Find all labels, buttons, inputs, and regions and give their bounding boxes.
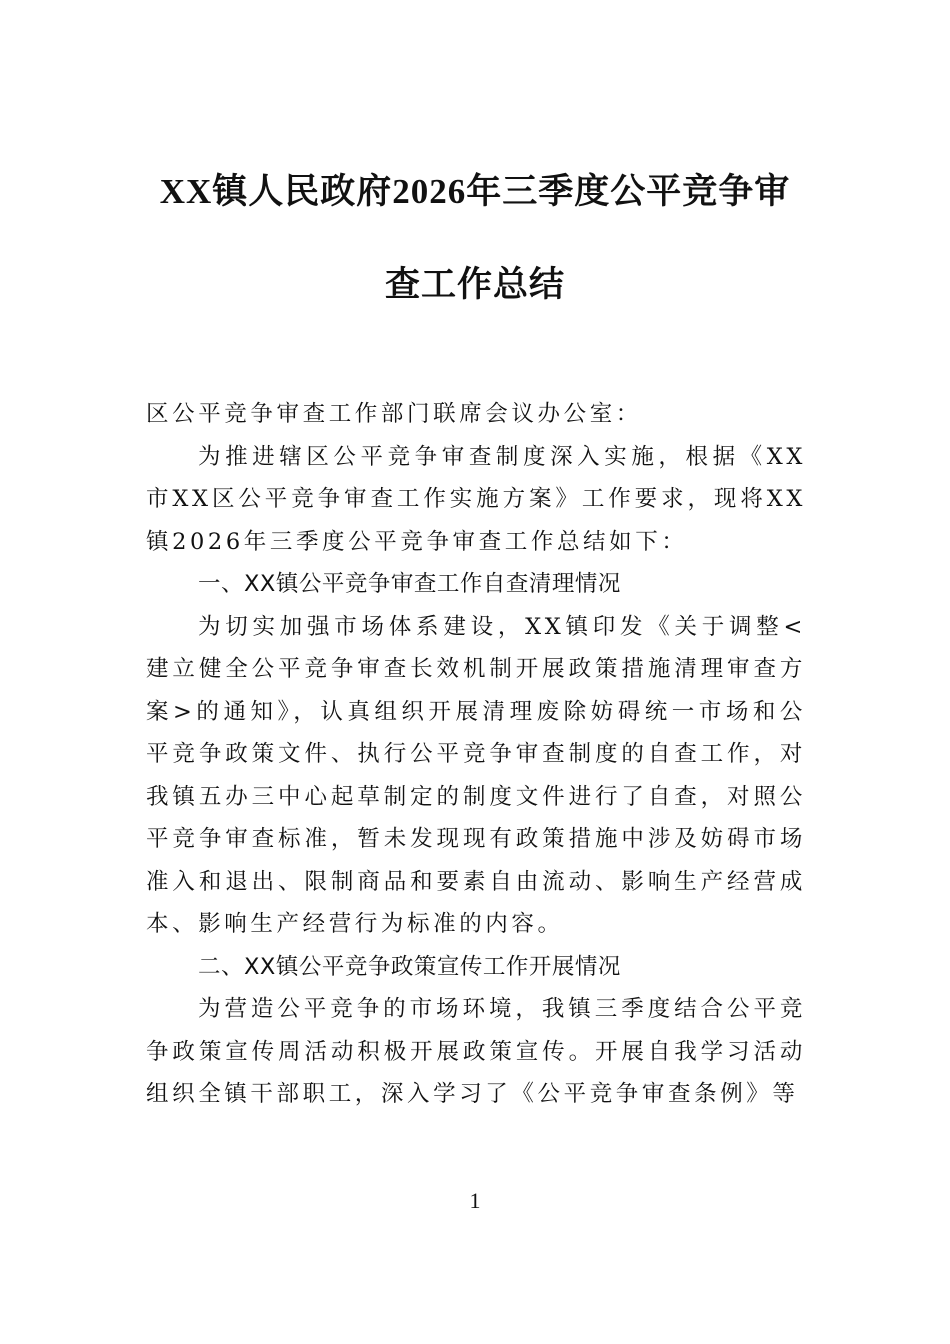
section-1-heading: 一、XX镇公平竞争审查工作自查清理情况 — [198, 571, 621, 597]
intro-paragraph: 为推进辖区公平竞争审查制度深入实施，根据《XX市XX区公平竞争审查工作实施方案》工作要求，现将XX镇2026年三季度公平竞争审查工作总结如下： — [146, 443, 806, 555]
section-1-paragraph: 为切实加强市场体系建设，XX镇印发《关于调整<建立健全公平竞争审查长效机制开展政策措施清理审查方案>的通知》，认真组织开展清理废除妨碍统一市场和公平竞争政策文件、执行公平竞争审查制度的自查工作，对我镇五办三中心起草制定的制度文件进行了自查，对照公平竞争审查标准，暂未发现现有政策措施中涉及妨碍市场准入和退出、限制商品和要素自由流动、影响生产经营成本、影响生产经营行为标准的内容。 — [146, 613, 806, 937]
section-2-paragraph: 为营造公平竞争的市场环境，我镇三季度结合公平竞争政策宣传周活动积极开展政策宣传。开展自我学习活动组织全镇干部职工，深入学习了《公平竞争审查条例》等 — [146, 996, 806, 1107]
page-number: 1 — [469, 1188, 481, 1213]
document-body — [146, 393, 806, 1116]
document-title-line-2: 查工作总结 — [384, 265, 565, 304]
section-2-heading: 二、XX镇公平竞争政策宣传工作开展情况 — [198, 953, 621, 980]
addressee: 区公平竞争审查工作部门联席会议办公室： — [146, 401, 642, 427]
document-title-line-1: XX镇人民政府2026年三季度公平竞争审 — [159, 172, 791, 211]
